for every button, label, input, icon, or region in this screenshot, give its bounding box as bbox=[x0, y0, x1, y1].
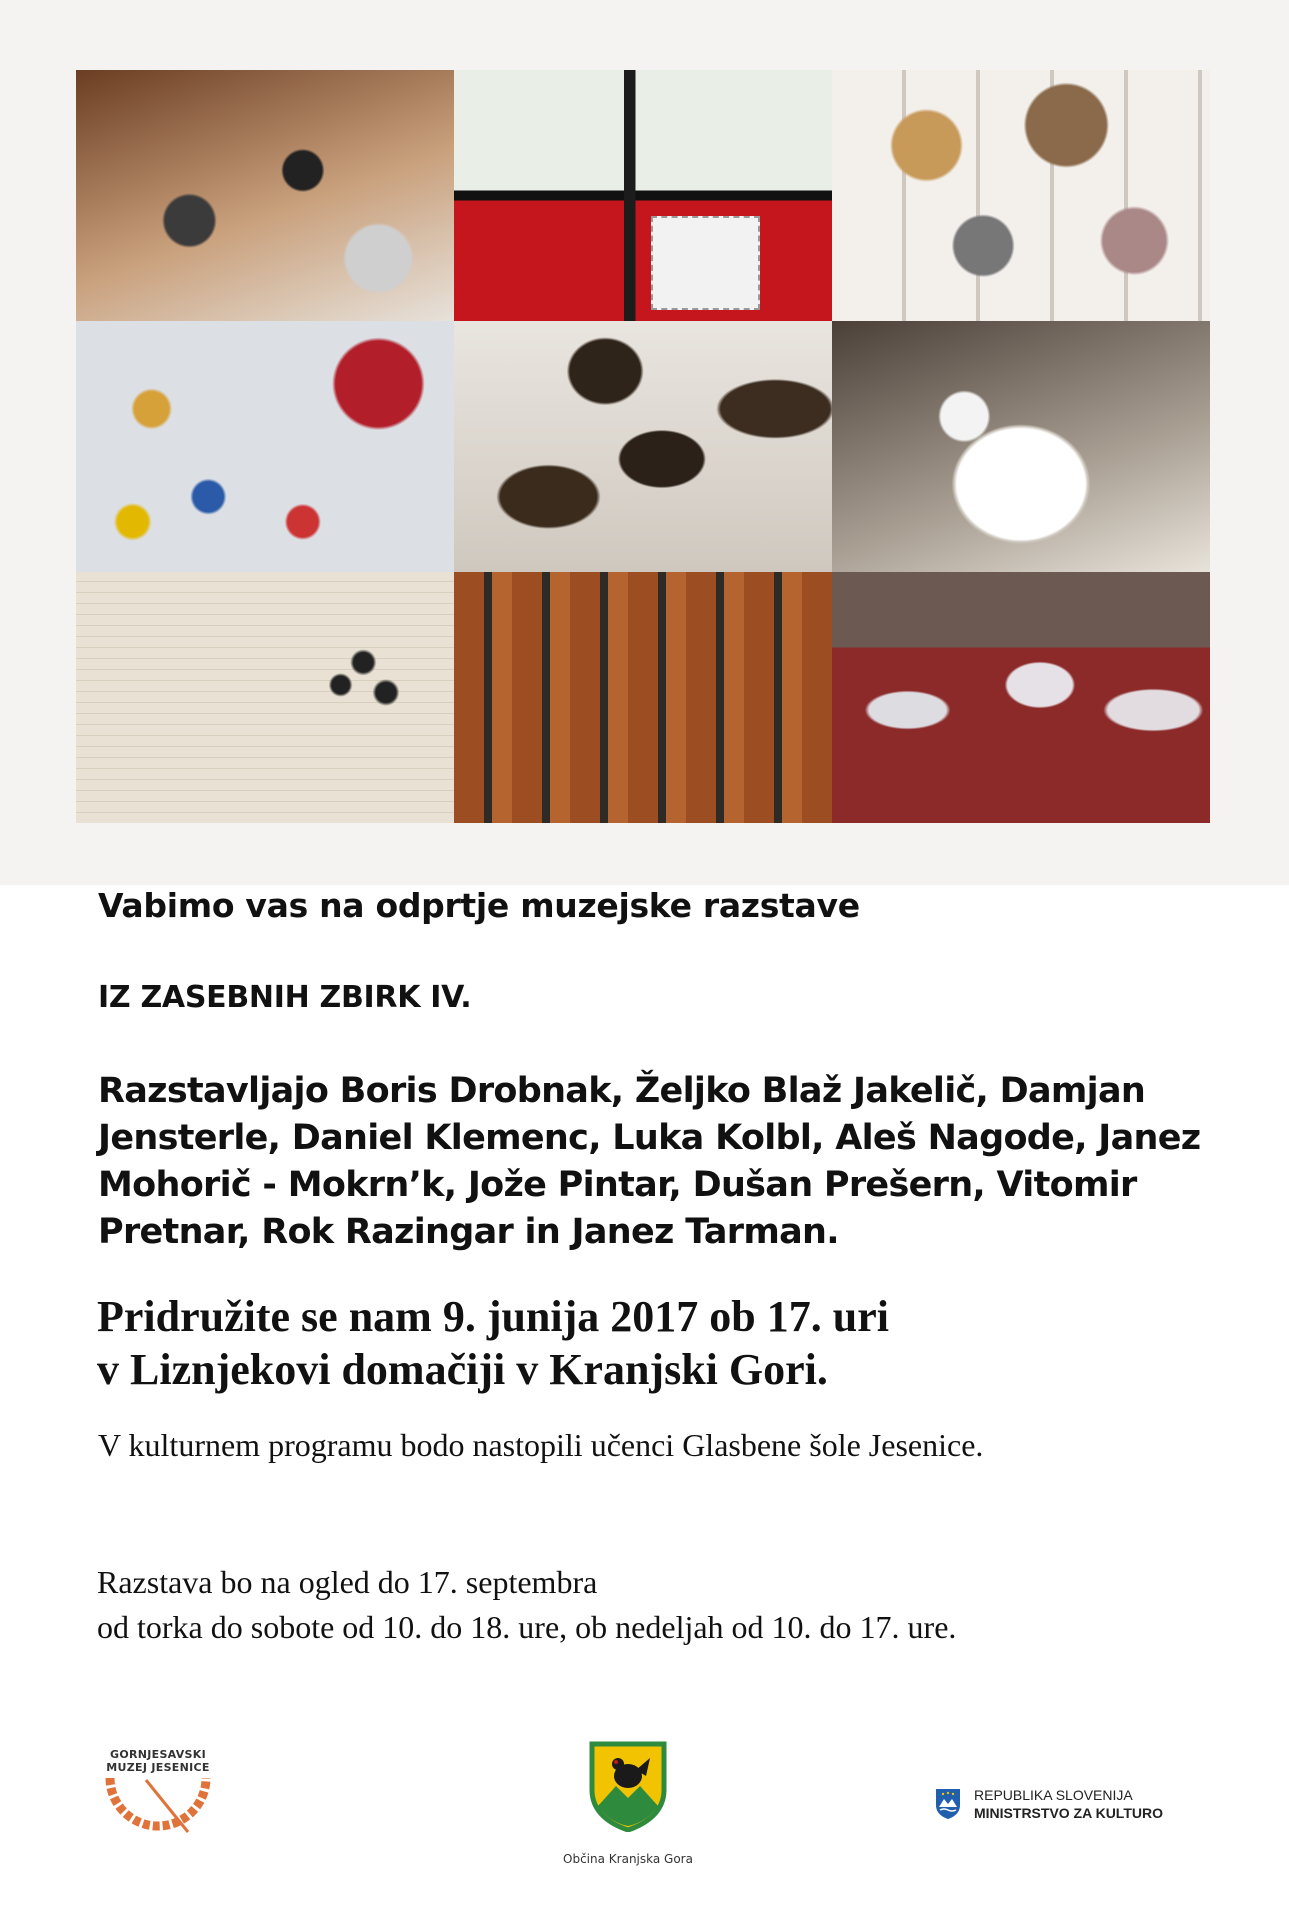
collage-tile-oil-lamps bbox=[454, 321, 832, 572]
event-location-line: v Liznjekovi domačiji v Kranjski Gori. bbox=[97, 1345, 828, 1394]
collage-tile-pins bbox=[76, 321, 454, 572]
event-date-line: Pridružite se nam 9. junija 2017 ob 17. uri bbox=[97, 1292, 889, 1341]
museum-name-line: GORNJESAVSKI bbox=[109, 1748, 206, 1761]
museum-name bbox=[96, 1748, 220, 1774]
photo-collage bbox=[76, 70, 1210, 823]
sundial-icon bbox=[96, 1774, 220, 1844]
event-date-location bbox=[97, 1290, 889, 1396]
ministry-name-line: REPUBLIKA SLOVENIJA bbox=[974, 1787, 1133, 1803]
collage-tile-glassware bbox=[832, 572, 1210, 823]
collage-tile-cameras bbox=[76, 70, 454, 321]
ministry-name-line: MINISTRSTVO ZA KULTURO bbox=[974, 1805, 1163, 1821]
invitation-intro: Vabimo vas na odprtje muzejske razstave bbox=[98, 886, 860, 925]
collage-tile-minerals bbox=[832, 70, 1210, 321]
exhibition-until-line: Razstava bo na ogled do 17. septembra bbox=[97, 1564, 598, 1600]
exhibition-title: IZ ZASEBNIH ZBIRK IV. bbox=[98, 980, 472, 1015]
exhibitors-line: Jensterle, Daniel Klemenc, Luka Kolbl, Aleš Nagode, Janez bbox=[98, 1118, 1201, 1158]
ministry-logo bbox=[934, 1786, 1163, 1822]
collage-tile-bayonets bbox=[454, 572, 832, 823]
opening-hours-line: od torka do sobote od 10. do 18. ure, ob nedeljah od 10. do 17. ure. bbox=[97, 1609, 957, 1645]
exhibitors-line: Mohorič - Mokrn’k, Jože Pintar, Dušan Prešern, Vitomir bbox=[98, 1165, 1137, 1205]
municipality-name: Občina Kranjska Gora bbox=[563, 1852, 693, 1866]
cultural-program: V kulturnem programu bodo nastopili učenci Glasbene šole Jesenice. bbox=[98, 1427, 984, 1463]
collage-tile-tableware bbox=[832, 321, 1210, 572]
slovenia-emblem-icon bbox=[934, 1787, 962, 1821]
coat-of-arms-icon bbox=[588, 1740, 668, 1832]
museum-logo bbox=[96, 1748, 220, 1848]
ministry-name bbox=[974, 1786, 1163, 1822]
opening-hours bbox=[97, 1560, 956, 1650]
collage-tile-stamps bbox=[454, 70, 832, 321]
collage-tile-documents bbox=[76, 572, 454, 823]
museum-name-line: MUZEJ JESENICE bbox=[106, 1761, 210, 1774]
municipality-logo bbox=[548, 1740, 708, 1866]
exhibitors-line: Pretnar, Rok Razingar in Janez Tarman. bbox=[98, 1212, 839, 1252]
exhibitors-line: Razstavljajo Boris Drobnak, Željko Blaž Jakelič, Damjan bbox=[98, 1071, 1146, 1111]
exhibitors-paragraph bbox=[98, 1068, 1248, 1256]
